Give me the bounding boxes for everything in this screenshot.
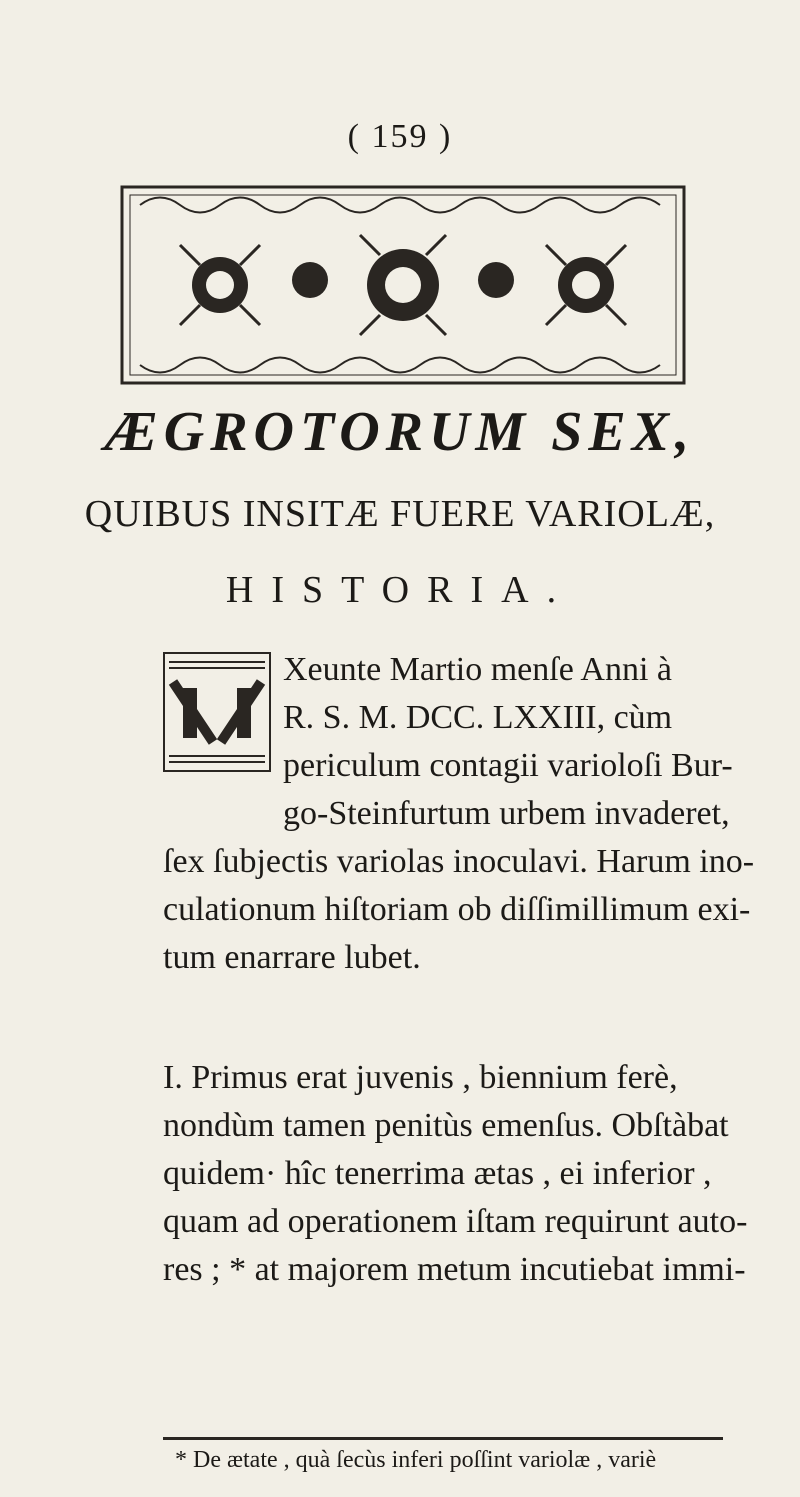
text-line: periculum contagii varioloſi Bur- — [283, 747, 733, 784]
text-line: culationum hiſtoriam ob diſſimillimum exi- — [163, 891, 751, 928]
main-title: ÆGROTORUM SEX, — [104, 401, 696, 463]
text-line: res ; * at majorem metum incutiebat immi- — [163, 1251, 746, 1288]
section-heading: HISTORIA. — [225, 569, 575, 611]
text-line: ſex ſubjectis variolas inoculavi. Harum ino- — [163, 843, 755, 880]
subtitle: QUIBUS INSITÆ FUERE VARIOLÆ, — [84, 493, 716, 535]
decorative-headpiece — [120, 185, 686, 385]
text-line: quidem· hîc tenerrima ætas , ei inferior , — [163, 1155, 712, 1192]
footnote: * De ætate , quà ſecùs inferi poſſint variolæ , variè — [175, 1447, 657, 1473]
text-line: go-Steinfurtum urbem invaderet, — [283, 795, 730, 832]
text-line: I. Primus erat juvenis , biennium ferè, — [163, 1059, 678, 1096]
intro-first-lines — [283, 646, 733, 838]
intro-rest-lines — [163, 838, 755, 982]
text-line: quam ad operationem iſtam requirunt auto- — [163, 1203, 748, 1240]
decorative-initial-letter — [163, 652, 271, 772]
paragraph-1 — [163, 1054, 748, 1294]
text-line: nondùm tamen penitùs emenſus. Obſtàbat — [163, 1107, 729, 1144]
text-line: R. S. M. DCC. LXXIII, cùm — [283, 699, 673, 736]
text-line: Xeunte Martio menſe Anni à — [283, 651, 673, 688]
footnote-divider — [163, 1437, 723, 1440]
text-line: tum enarrare lubet. — [163, 939, 421, 976]
page-number: ( 159 ) — [347, 118, 453, 155]
